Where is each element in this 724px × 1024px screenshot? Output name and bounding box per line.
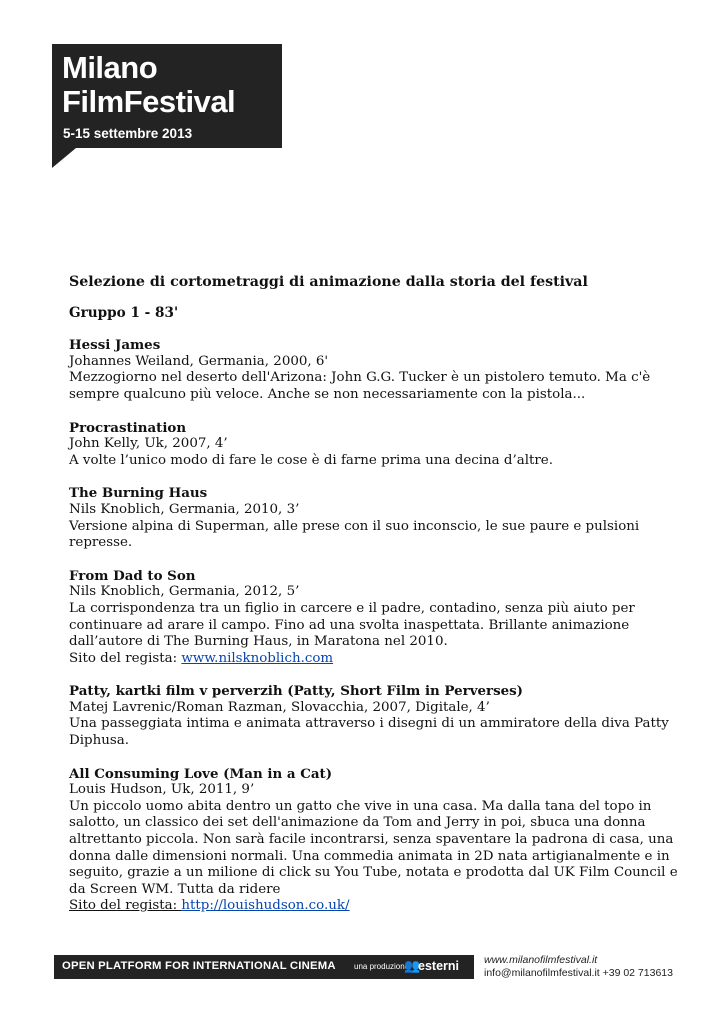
- director-site-link[interactable]: www.nilsknoblich.com: [181, 650, 334, 666]
- footer-bar: [54, 955, 474, 979]
- film-entry: [69, 337, 694, 403]
- logo-dates: 5-15 settembre 2013: [63, 126, 193, 141]
- film-description: La corrispondenza tra un figlio in carcere e il padre, contadino, senza più aiuto per continuare ad arare il campo. Fino ad una svolta inaspettata. Brillante animazione dall’autore di The Burning Haus, in Maratona nel 2010.: [69, 600, 635, 650]
- film-title: Hessi James: [69, 337, 161, 354]
- film-entry: [69, 485, 694, 551]
- footer-brand: esterni: [418, 959, 459, 973]
- film-entry: [69, 683, 694, 749]
- people-icon: 👥: [404, 959, 421, 974]
- film-title: Procrastination: [69, 419, 187, 436]
- group-heading: Gruppo 1 - 83': [69, 304, 179, 321]
- director-site-label: Sito del regista:: [69, 650, 182, 666]
- film-credits: Johannes Weiland, Germania, 2000, 6': [69, 353, 329, 369]
- document-heading: Selezione di cortometraggi di animazione dalla storia del festival: [69, 274, 588, 290]
- footer-email-phone: info@milanofilmfestival.it +39 02 713613: [484, 967, 673, 979]
- film-credits: Nils Knoblich, Germania, 2010, 3’: [69, 501, 300, 517]
- logo-tab: [52, 148, 76, 168]
- film-credits: Nils Knoblich, Germania, 2012, 5’: [69, 584, 300, 600]
- director-site-link[interactable]: http://louishudson.co.uk/: [181, 898, 350, 914]
- footer-production-label: una produzione: [354, 962, 410, 971]
- film-credits: Louis Hudson, Uk, 2011, 9’: [69, 782, 255, 798]
- director-site: [69, 651, 694, 668]
- director-site: [69, 898, 694, 915]
- footer-website[interactable]: www.milanofilmfestival.it: [484, 954, 598, 966]
- film-description: Versione alpina di Superman, alle prese con il suo inconscio, le sue paure e pulsioni represse.: [69, 518, 640, 551]
- footer-contact: [484, 954, 673, 980]
- film-title: Patty, kartki film v perverzih (Patty, Short Film in Perverses): [69, 683, 523, 700]
- film-entry: [69, 766, 694, 915]
- film-description: Una passeggiata intima e animata attraverso i disegni di un ammiratore della diva Patty Diphusa.: [69, 716, 669, 749]
- film-entry: [69, 420, 694, 470]
- film-entry: [69, 568, 694, 668]
- film-title: All Consuming Love (Man in a Cat): [69, 765, 333, 782]
- film-credits: Matej Lavrenic/Roman Razman, Slovacchia, 2007, Digitale, 4’: [69, 699, 490, 715]
- film-title: From Dad to Son: [69, 567, 196, 584]
- film-description: Un piccolo uomo abita dentro un gatto che vive in una casa. Ma dalla tana del topo in salotto, un classico dei set dell'animazione da Tom and Jerry in poi, sbuca una donna altrettanto piccola. Non sarà facile incontrarsi, senza spaventare la padrona di casa, una donna dalle dimensioni normali. Una commedia animata in 2D nata artigianalmente e in seguito, grazie a un milione di click su You Tube, notata e prodotta dal UK Film Council e da Screen WM. Tutta da ridere: [69, 798, 678, 897]
- film-description: A volte l’unico modo di fare le cose è di farne prima una decina d’altre.: [69, 452, 553, 468]
- logo-line-filmfestival: FilmFestival: [62, 84, 236, 119]
- film-description: Mezzogiorno nel deserto dell'Arizona: John G.G. Tucker è un pistolero temuto. Ma c'è sempre qualcuno più veloce. Anche se non necessariamente con la pistola...: [69, 370, 651, 402]
- logo-line-milano: Milano: [62, 50, 158, 85]
- director-site-label: Sito del regista:: [69, 898, 182, 914]
- document-body: [69, 274, 694, 931]
- festival-logo: [52, 44, 282, 168]
- film-credits: John Kelly, Uk, 2007, 4’: [69, 436, 228, 452]
- film-title: The Burning Haus: [69, 485, 208, 502]
- footer-tagline: OPEN PLATFORM FOR INTERNATIONAL CINEMA: [62, 960, 336, 972]
